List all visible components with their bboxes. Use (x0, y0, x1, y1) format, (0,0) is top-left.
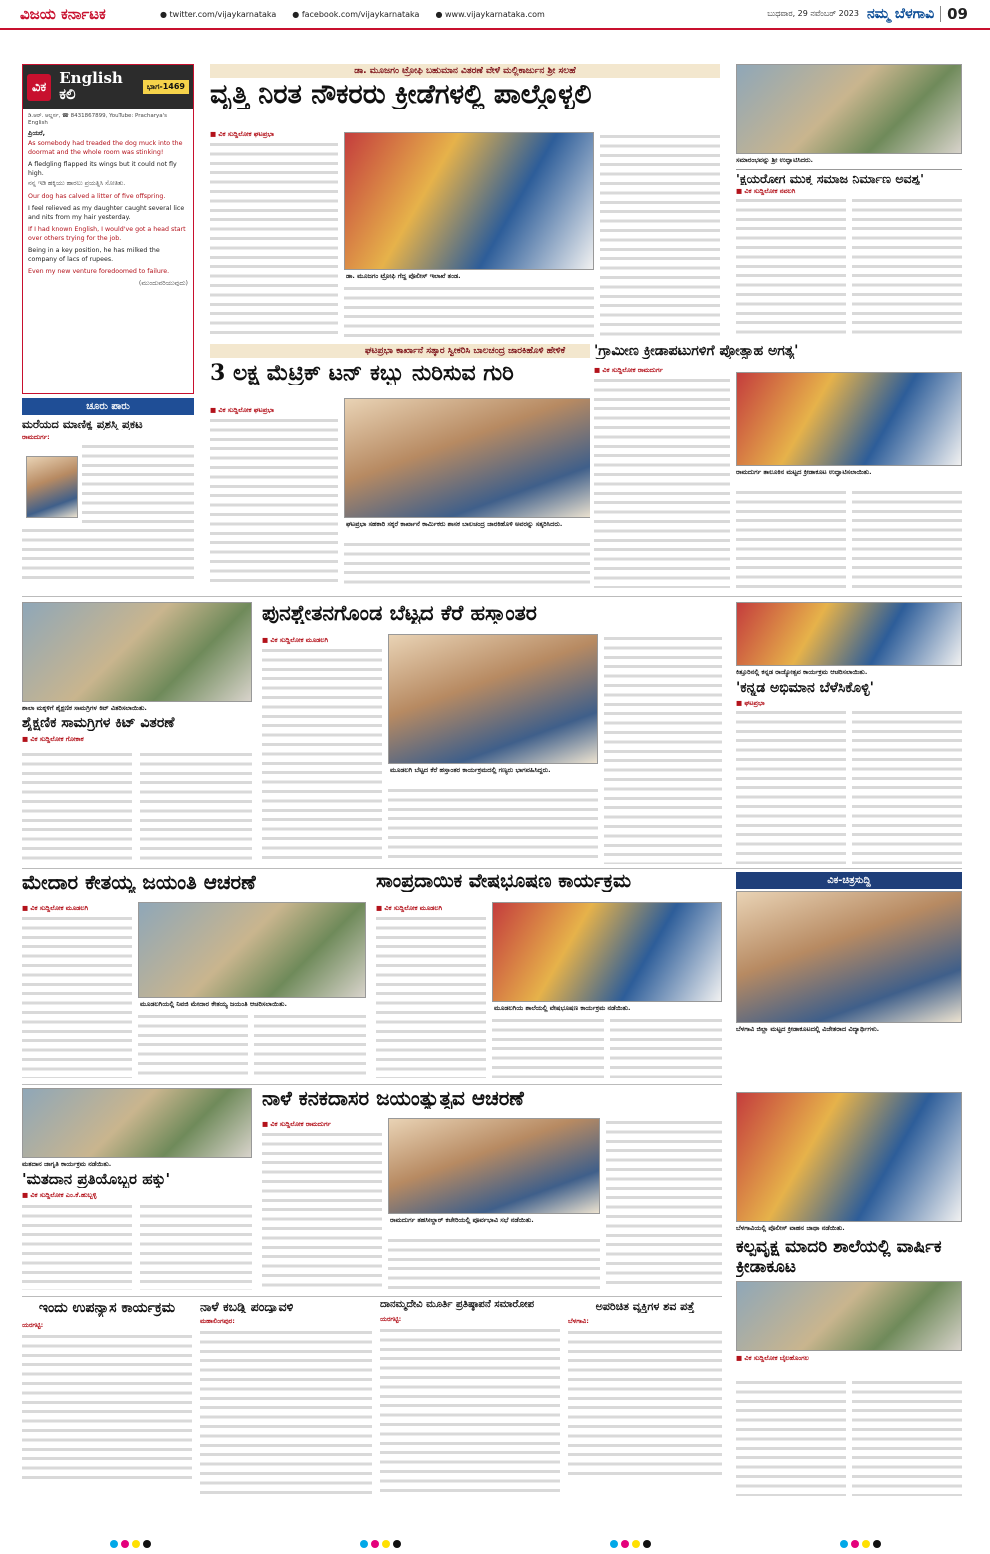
story-kicker: ಡಾ. ಮೂಜಗಂ ಟ್ರೋಫಿ ಬಹುಮಾನ ವಿತರಣೆ ವೇಳೆ ಮಲ್ಲಿಕಾರ್ಜುನ ಶ್ರೀ ಸಲಹೆ (210, 64, 720, 78)
story-tb-free (736, 64, 962, 340)
story-body (736, 196, 846, 340)
story-body (262, 646, 382, 864)
story-headline: ನಾಳೆ ಕನಕದಾಸರ ಜಯಂತ್ಯುತ್ಸವ ಆಚರಣೆ (262, 1088, 524, 1109)
story-body (600, 132, 720, 338)
story-kicker: ಘಟಪ್ರಭಾ ಕಾರ್ಖಾನೆ ಸತ್ಕಾರ ಸ್ವೀಕರಿಸಿ ಬಾಲಚಂದ್ರ ಜಾರಕಿಹೊಳಿ ಹೇಳಿಕೆ (210, 344, 720, 358)
lesson-signoff: (ಮುಂದುವರಿಯುವುದು) (138, 279, 188, 287)
registration-marks (110, 1540, 151, 1548)
english-contact: ಡಿ.ಆರ್. ಆಲ್ದರ್ಸ, ☎ 8431867899, YouTube: Pracharya's English (28, 113, 168, 127)
divider (22, 1296, 722, 1297)
lesson-line: A fledgling flapped its wings but it could not fly high. (28, 161, 177, 177)
vika-logo: ವಿಕ (27, 74, 51, 101)
brief-body (380, 1326, 560, 1498)
story-body (22, 750, 132, 864)
twitter-icon: ● (160, 9, 170, 19)
brief-headline: ಅಪರಿಚಿತ ವ್ಯಕ್ತಿಗಳ ಶವ ಪತ್ತೆ (595, 1300, 695, 1313)
story-caption: ಶಾಲಾ ಮಕ್ಕಳಿಗೆ ಶೈಕ್ಷಣಿಕ ಸಾಮಗ್ರಿಗಳ ಕಿಟ್ ವಿತರಿಸಲಾಯಿತು. (22, 704, 147, 712)
brief-headline: ನಾಳೆ ಕಬಡ್ಡಿ ಪಂದ್ಯಾವಳಿ (200, 1300, 294, 1314)
english-lesson (23, 109, 193, 292)
lesson-line: ನನ್ನ ಇಡಿ ಹಕ್ಕಿಯು ಹಾರಲು ಪ್ರಯತ್ನಿಸಿ ಸೋತಿತು. (28, 180, 126, 188)
story-body (254, 1012, 366, 1078)
divider (22, 596, 962, 597)
story-body (852, 196, 962, 340)
website-link[interactable] (435, 10, 544, 19)
story-photo (388, 1118, 600, 1214)
story-photo (22, 602, 252, 702)
story-kalpavriksha (736, 1092, 962, 1498)
story-body (138, 1012, 248, 1078)
photo-news-box (736, 872, 962, 1088)
brief-kabaddi (200, 1300, 372, 1500)
brief-section-label: ಚೂರು ಪಾರು (22, 398, 194, 415)
story-photo (492, 902, 722, 1002)
story-byline: ■ ವಿಕ ಸುದ್ದಿಲೋಕ ಬೈಲಹೊಂಗಲ (736, 1354, 809, 1363)
brief-byline: ಯರಗಟ್ಟಿ: (22, 1320, 44, 1329)
story-caption: ಮೂಡಲಗಿಯ ಶಾಲೆಯಲ್ಲಿ ವೇಷಭೂಷಣ ಕಾರ್ಯಕ್ರಮ ನಡೆಯಿತು. (494, 1004, 631, 1012)
story-kanakadasa (262, 1088, 722, 1290)
brief-byline: ರಾಮದುರ್ಗ: (22, 433, 50, 442)
story-byline: ■ ವಿಕ ಸುದ್ದಿಲೋಕ ಮೂಡಲಗಿ (22, 904, 89, 912)
story-photo (138, 902, 366, 998)
story-photo (736, 1281, 962, 1351)
story-body (376, 914, 486, 1078)
story-body (594, 376, 730, 588)
divider (22, 868, 962, 869)
facebook-text: facebook.com/vijaykarnataka (301, 9, 420, 19)
story-caption: ಮೂಡಲಗಿ ಬೆಟ್ಟದ ಕೆರೆ ಹಸ್ತಾಂತರ ಕಾರ್ಯಕ್ರಮದಲ್ಲಿ ಗಣ್ಯರು ಭಾಗವಹಿಸಿದ್ದರು. (390, 766, 551, 774)
brief-headline: ಇಂದು ಉಪನ್ಯಾಸ ಕಾರ್ಯಕ್ರಮ (38, 1300, 176, 1316)
registration-marks (840, 1540, 881, 1548)
story-photo (736, 1092, 962, 1222)
story-body (852, 708, 962, 864)
facebook-icon: ● (292, 9, 302, 19)
story-voting-right (22, 1088, 252, 1290)
story-sports-employees (210, 64, 720, 340)
brief-byline: ಮಹಾಲಿಂಗಪುರ: (200, 1317, 235, 1326)
story-body (388, 1236, 600, 1290)
edition-name: ನಮ್ಮ ಬೆಳಗಾವಿ (867, 6, 941, 22)
story-caption: ಕಿತ್ತೂರಿನಲ್ಲಿ ಕನ್ನಡ ರಾಜ್ಯೋತ್ಸವ ಕಾರ್ಯಕ್ರಮ ಆಚರಿಸಲಾಯಿತು. (736, 668, 868, 676)
photo-news-caption: ಬೆಳಗಾವಿ ಜಿಲ್ಲಾ ಮಟ್ಟದ ಕ್ರೀಡಾಕೂಟದಲ್ಲಿ ವಿಜೇತರಾದ ವಿದ್ಯಾರ್ಥಿಗಳು. (736, 1025, 880, 1033)
story-kit-distribution (22, 602, 252, 864)
lesson-line: Even my new venture foredoomed to failure. (28, 268, 170, 276)
brief-unknown-bodies (568, 1300, 722, 1500)
twitter-link[interactable] (160, 10, 276, 19)
brief-body (22, 1332, 192, 1480)
story-traditional-dress (376, 872, 722, 1080)
photo-news-image (736, 891, 962, 1023)
story-headline: ಕಲ್ಪವೃಕ್ಷ ಮಾದರಿ ಶಾಲೆಯಲ್ಲಿ ವಾರ್ಷಿಕ ಕ್ರೀಡಾಕೂಟ (736, 1238, 942, 1277)
story-headline: ಶೈಕ್ಷಣಿಕ ಸಾಮಗ್ರಿಗಳ ಕಿಟ್ ವಿತರಣೆ (22, 716, 175, 731)
brief-danammadevi (380, 1300, 560, 1500)
english-kali-title (59, 71, 123, 103)
story-caption: ರಾಮದುರ್ಗ ತಾಲೂಕಿನ ಮಟ್ಟದ ಕ್ರೀಡಾಕೂಟ ಉದ್ಘಾಟಿಸಲಾಯಿತು. (736, 468, 872, 476)
english-kali-header (23, 65, 193, 109)
story-body (262, 1130, 382, 1290)
story-caption: ಬೆಳಗಾವಿಯಲ್ಲಿ ಪೊಲೀಸ್ ವಾಹನ ಜಾಥಾ ನಡೆಯಿತು. (736, 1224, 845, 1232)
lesson-line: Being in a key position, he has milked the company of lacs of rupees. (28, 247, 160, 263)
english-title-line1: English (59, 69, 123, 88)
story-body (22, 1202, 132, 1290)
story-body (736, 1378, 846, 1496)
story-headline: ಪುನಶ್ಚೇತನಗೊಂಡ ಬೆಟ್ಟದ ಕೆರೆ ಹಸ್ತಾಂತರ (262, 602, 537, 625)
story-byline: ■ ವಿಕ ಸುದ್ದಿಲೋಕ ಎಂ.ಕೆ.ಹುಬ್ಬಳ್ಳಿ (22, 1190, 97, 1199)
english-kali-box (22, 64, 194, 394)
story-rural-sports (590, 344, 962, 590)
registration-marks (610, 1540, 651, 1548)
story-body (344, 284, 594, 338)
story-byline: ■ ವಿಕ ಸುದ್ದಿಲೋಕ ನವಲಗಿ (736, 187, 796, 196)
story-body (604, 634, 722, 864)
story-body (852, 1378, 962, 1496)
brief-body (82, 442, 194, 524)
story-body (22, 914, 132, 1078)
story-body (140, 1202, 252, 1290)
story-body (388, 786, 598, 864)
registration-marks (360, 1540, 401, 1548)
brief-headline: ಮರೆಯದ ಮಾಣಿಕ್ಯ ಪ್ರಶಸ್ತಿ ಪ್ರಕಟ (22, 418, 143, 431)
brief-box (22, 398, 194, 584)
story-photo (22, 1088, 252, 1158)
story-body (344, 540, 594, 588)
story-body (610, 1016, 722, 1078)
story-medara-jayanti (22, 872, 366, 1080)
brief-byline: ಬೆಳಗಾವಿ: (568, 1317, 589, 1326)
photo-news-label: ವಿಕ-ಚಿತ್ರಸುದ್ದಿ (736, 872, 962, 889)
story-caption: ಘಟಪ್ರಭಾ ಸಹಕಾರಿ ಸಕ್ಕರೆ ಕಾರ್ಖಾನೆ ಕಾರ್ಮಿಕರು ಶಾಸಕ ಬಾಲಚಂದ್ರ ಜಾರಕಿಹೊಳಿ ಅವರನ್ನು ಸತ್ಕರಿಸಿದರು. (346, 520, 563, 528)
twitter-text: twitter.com/vijaykarnataka (169, 9, 277, 19)
story-photo (344, 132, 594, 270)
brief-lecture (22, 1300, 192, 1500)
story-lake-handover (262, 602, 722, 864)
story-byline: ■ ವಿಕ ಸುದ್ದಿಲೋಕ ರಾಮದುರ್ಗ (594, 366, 663, 374)
brief-body (22, 526, 194, 582)
story-byline: ■ ವಿಕ ಸುದ್ದಿಲೋಕ ಗೋಕಾಕ (22, 734, 84, 743)
story-photo (388, 634, 598, 764)
brief-body (568, 1328, 722, 1478)
divider (22, 1084, 722, 1085)
story-body (736, 708, 846, 864)
story-headline: ವೃತ್ತಿ ನಿರತ ನೌಕರರು ಕ್ರೀಡೆಗಳಲ್ಲಿ ಪಾಲ್ಗೊಳ್ಳಲಿ (210, 81, 592, 110)
story-byline: ■ ವಿಕ ಸುದ್ದಿಲೋಕ ಮೂಡಲಗಿ (376, 904, 443, 912)
english-title-line2: ಕಲಿ (59, 85, 76, 103)
story-headline: 'ಮತದಾನ ಪ್ರತಿಯೊಬ್ಬರ ಹಕ್ಕು' (22, 1172, 171, 1188)
story-body (140, 750, 252, 864)
brand-logo: ವಿಜಯ ಕರ್ನಾಟಕ (20, 5, 106, 23)
part-badge: ಭಾಗ-1469 (143, 80, 189, 94)
story-body (606, 1118, 722, 1290)
story-photo (736, 64, 962, 154)
story-caption: ರಾಮದುರ್ಗ ತಹಸೀಲ್ದಾರ್ ಕಚೇರಿಯಲ್ಲಿ ಪೂರ್ವಭಾವಿ ಸಭೆ ನಡೆಯಿತು. (390, 1216, 534, 1224)
story-byline: ■ ವಿಕ ಸುದ್ದಿಲೋಕ ಘಟಪ್ರಭಾ (210, 130, 275, 138)
website-text: www.vijaykarnataka.com (444, 9, 545, 19)
lesson-line: If I had known English, I would've got a head start over others trying for the job. (28, 226, 186, 242)
story-photo (736, 372, 962, 466)
masthead (0, 0, 990, 30)
story-headline: 'ಗ್ರಾಮೀಣ ಕ್ರೀಡಾಪಟುಗಳಿಗೆ ಪ್ರೋತ್ಸಾಹ ಅಗತ್ಯ' (594, 344, 799, 359)
story-body (210, 416, 338, 588)
story-body (852, 488, 962, 588)
story-headline: 3 ಲಕ್ಷ ಮೆಟ್ರಿಕ್ ಟನ್ ಕಬ್ಬು ನುರಿಸುವ ಗುರಿ (210, 362, 514, 386)
issue-date: ಬುಧವಾರ, 29 ನವೆಂಬರ್ 2023 (767, 9, 859, 18)
brief-headline: ದಾನಮ್ಮದೇವಿ ಮೂರ್ತಿ ಪ್ರತಿಷ್ಠಾಪನೆ ಸಮಾರೋಪ (380, 1300, 534, 1310)
story-caption: ಸಮಾರಂಭವನ್ನು ಶ್ರೀ ಉದ್ಘಾಟಿಸಿದರು. (736, 156, 814, 164)
story-kannada-pride (736, 602, 962, 864)
story-body (736, 488, 846, 588)
story-byline: ■ ಘಟಪ್ರಭಾ (736, 698, 765, 707)
story-headline: 'ಕ್ಷಯರೋಗ ಮುಕ್ತ ಸಮಾಜ ನಿರ್ಮಾಣ ಅವಶ್ಯ' (736, 169, 962, 185)
brief-byline: ಯರಗಟ್ಟಿ: (380, 1314, 402, 1323)
story-photo (344, 398, 594, 518)
story-photo (736, 602, 962, 666)
story-headline: ಮೇದಾರ ಕೇತಯ್ಯ ಜಯಂತಿ ಆಚರಣೆ (22, 872, 256, 893)
story-body (210, 140, 338, 338)
lesson-line: Our dog has calved a litter of five offspring. (28, 192, 166, 200)
story-body (492, 1016, 604, 1078)
story-headline: 'ಕನ್ನಡ ಅಭಿಮಾನ ಬೆಳೆಸಿಕೊಳ್ಳಿ' (736, 681, 874, 696)
lesson-line: As somebody had treaded the dog muck into the doormat and the whole room was stinking! (28, 140, 183, 156)
story-byline: ■ ವಿಕ ಸುದ್ದಿಲೋಕ ಮೂಡಲಗಿ (262, 636, 329, 644)
story-caption: ಮತದಾನ ಜಾಗೃತಿ ಕಾರ್ಯಕ್ರಮ ನಡೆಯಿತು. (22, 1160, 112, 1168)
page-number: 09 (947, 5, 968, 23)
story-caption: ಡಾ. ಮೂಜಗಂ ಟ್ರೋಫಿ ಗೆದ್ದ ಪೊಲೀಸ್ ಇಲಾಖೆ ತಂಡ. (346, 272, 461, 280)
story-caption: ಮೂಡಲಗಿಯಲ್ಲಿ ನಿವಜಿ ಮೇದಾರ ಕೇತಯ್ಯ ಜಯಂತಿ ಆಚರಿಸಲಾಯಿತು. (140, 1000, 287, 1008)
brief-photo (26, 456, 78, 518)
globe-icon: ● (435, 9, 445, 19)
story-byline: ■ ವಿಕ ಸುದ್ದಿಲೋಕ ಘಟಪ್ರಭಾ (210, 406, 275, 414)
brief-body (200, 1328, 372, 1496)
english-greeting: ಪ್ರಿಯರೆ, (28, 129, 46, 137)
story-headline: ಸಾಂಪ್ರದಾಯಿಕ ವೇಷಭೂಷಣ ಕಾರ್ಯಕ್ರಮ (376, 872, 632, 892)
lesson-line: I feel relieved as my daughter caught several lice and nits from my hair yesterday. (28, 205, 185, 221)
facebook-link[interactable] (292, 10, 419, 19)
story-byline: ■ ವಿಕ ಸುದ್ದಿಲೋಕ ರಾಮದುರ್ಗ (262, 1120, 331, 1128)
